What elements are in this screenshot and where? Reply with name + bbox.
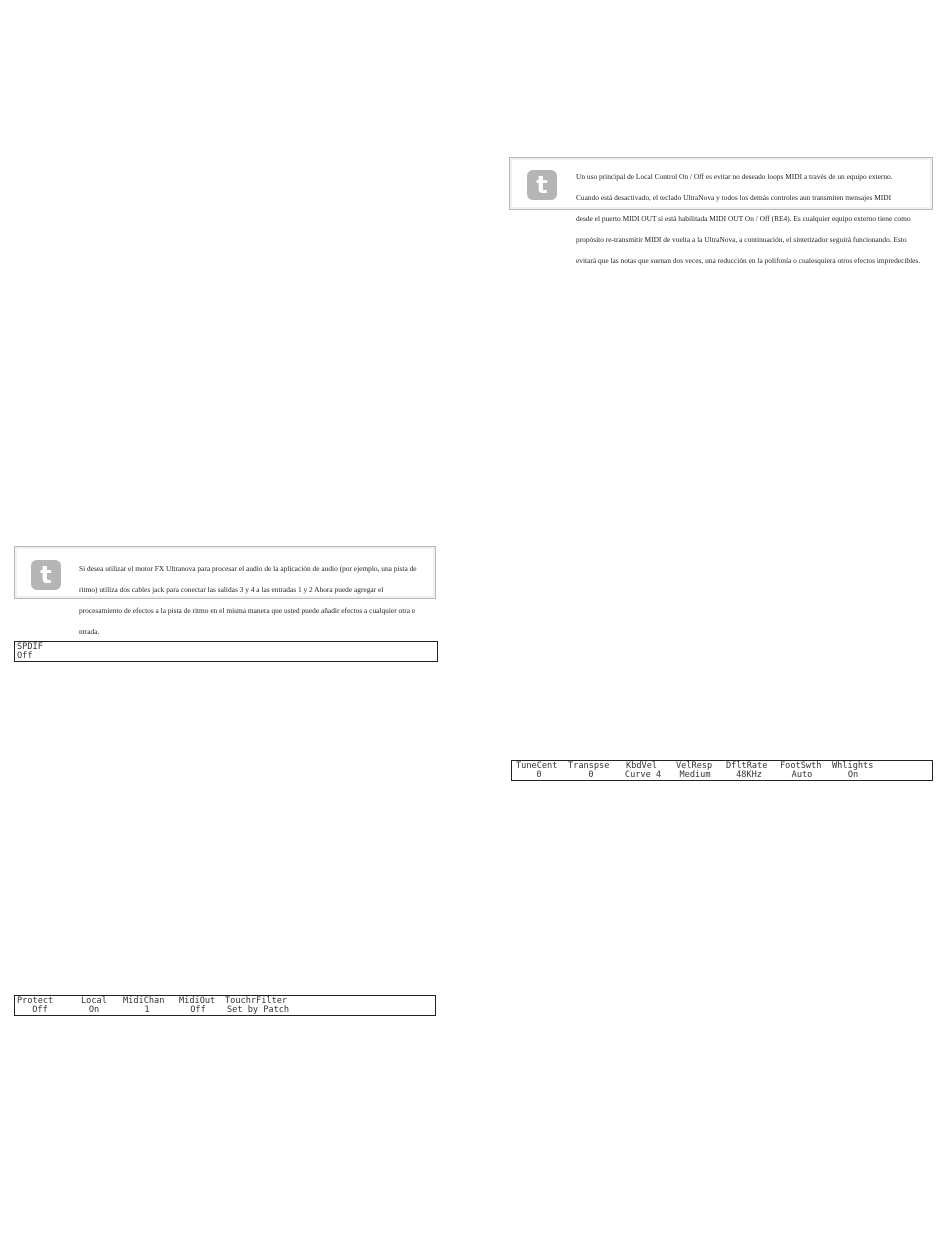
lcd-label-touchrfilter: TouchrFilter: [225, 996, 288, 1006]
lcd-label-local: Local: [81, 996, 107, 1006]
lcd-display-spdif: [14, 641, 438, 662]
lcd-value-footswth: Auto: [791, 770, 813, 780]
tip-line: Un uso principal de Local Control On / Off es evitar no deseado loops MIDI a través de un equipo externo.: [576, 171, 893, 181]
lcd-label-tunecent: TuneCent: [516, 761, 558, 771]
lcd-value-transpse: 0: [588, 770, 594, 780]
lcd-label-whlights: Whlights: [832, 761, 874, 771]
tip-text: [79, 553, 435, 648]
lcd-value: Off: [17, 651, 33, 661]
lcd-value-velresp: Medium: [679, 770, 711, 780]
lcd-label-midichan: MidiChan: [123, 996, 165, 1006]
lcd-label-protect: Protect: [17, 996, 54, 1006]
tip-box-local-control: [509, 157, 933, 266]
tip-text: [576, 161, 932, 278]
lcd-label-footswth: FootSwth: [780, 761, 822, 771]
tip-line: desde el puerto MIDI OUT si está habilitada MIDI OUT On / Off (RE4). Es cualquier equipo externo tiene como: [576, 213, 911, 223]
tip-icon: t: [527, 170, 557, 200]
lcd-value-local: On: [88, 1005, 100, 1015]
lcd-display-global: [511, 760, 933, 781]
lcd-label: SPDIF: [17, 642, 43, 652]
lcd-value-midichan: 1: [144, 1005, 150, 1015]
tip-line: Si desea utilizar el motor FX Ultranova para procesar el audio de la aplicación de audio (por ejemplo, una pista de: [79, 563, 417, 573]
lcd-value-whlights: On: [847, 770, 859, 780]
lcd-value-tunecent: 0: [536, 770, 542, 780]
tip-icon: t: [31, 560, 61, 590]
lcd-label-transpse: Transpse: [568, 761, 610, 771]
tip-line: Cuando está desactivado, el teclado UltraNova y todos los demás controles aun transmiten mensajes MIDI: [576, 192, 892, 202]
lcd-label-midiout: MidiOut: [179, 996, 216, 1006]
lcd-label-dfltrate: DfltRate: [726, 761, 768, 771]
lcd-label-kbdvel: KbdVel: [626, 761, 658, 771]
tip-line: ritmo) utiliza dos cables jack para conectar las salidas 3 y 4 a las entradas 1 y 2 Ahora puede agregar el: [79, 584, 384, 594]
lcd-value-dfltrate: 48KHz: [736, 770, 762, 780]
lcd-value-midiout: Off: [190, 1005, 206, 1015]
tip-line: ntrada.: [79, 627, 100, 637]
lcd-label-velresp: VelResp: [676, 761, 713, 771]
lcd-value-kbdvel: Curve 4: [624, 770, 662, 780]
tip-line: evitará que las notas que suenan dos veces, una reducción en la polifonía o cualesquiera otros efectos impredecibles.: [576, 256, 921, 266]
lcd-value-touchrfilter: Set by Patch: [227, 1005, 290, 1015]
tip-box-fx-processing: [14, 546, 436, 637]
lcd-value-protect: Off: [32, 1005, 48, 1015]
tip-line: procesamiento de efectos a la pista de ritmo en el misma manera que usted puede añadir efectos a cualquier otra e: [79, 605, 416, 615]
lcd-display-midi: [14, 995, 436, 1016]
tip-line: propósito re-transmitir MIDI de vuelta a la UltraNova, a continuación, el sintetizador seguirá funcionando. Esto: [576, 235, 907, 245]
